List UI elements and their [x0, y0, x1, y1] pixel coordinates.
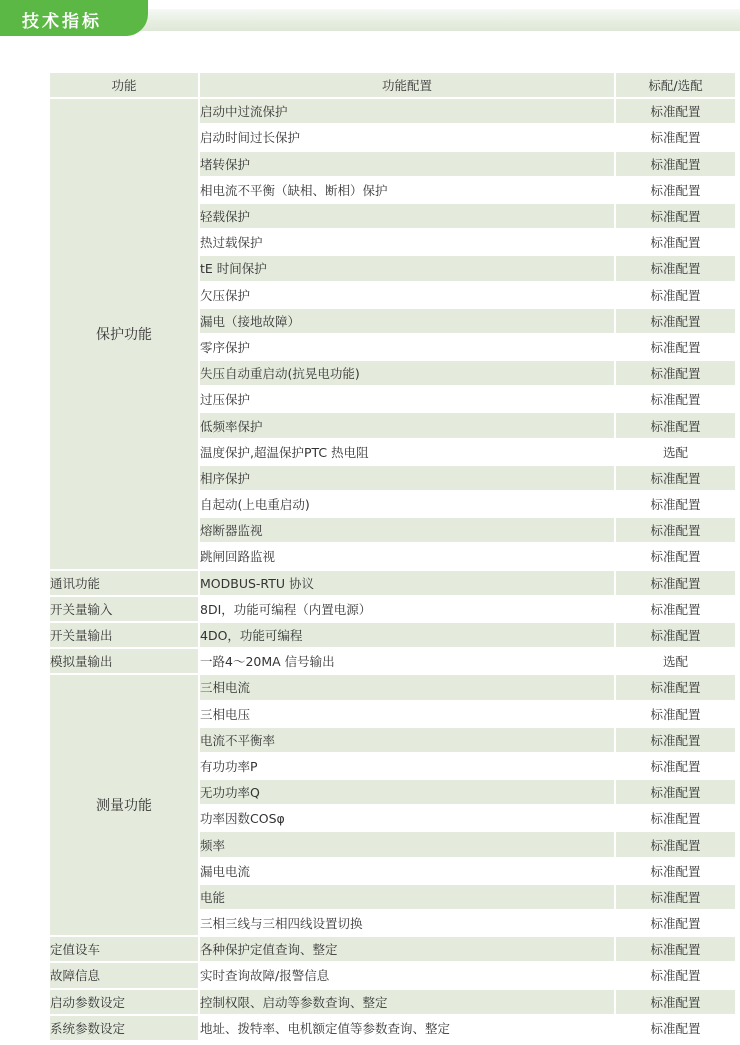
table-row — [50, 571, 735, 595]
option-cell: 标准配置 — [616, 702, 735, 726]
option-cell: 标准配置 — [616, 885, 735, 909]
feature-cell: 漏电电流 — [200, 859, 614, 883]
feature-cell: 零序保护 — [200, 335, 614, 359]
feature-cell: 三相电流 — [200, 675, 614, 699]
feature-cell: 各种保护定值查询、整定 — [200, 937, 614, 961]
table-row — [50, 675, 735, 699]
option-cell: 标准配置 — [616, 675, 735, 699]
feature-cell: 8DI，功能可编程（内置电源） — [200, 597, 614, 621]
option-cell: 标准配置 — [616, 413, 735, 437]
option-cell: 标准配置 — [616, 990, 735, 1014]
feature-cell: 电流不平衡率 — [200, 728, 614, 752]
category-cell: 模拟量输出 — [50, 649, 198, 673]
table-row — [50, 597, 735, 621]
category-cell: 测量功能 — [50, 675, 198, 935]
option-cell: 标准配置 — [616, 571, 735, 595]
table-row — [50, 99, 735, 123]
table-row — [50, 990, 735, 1014]
feature-cell: 启动中过流保护 — [200, 99, 614, 123]
option-cell: 标准配置 — [616, 859, 735, 883]
option-cell: 标准配置 — [616, 728, 735, 752]
section-title: 技术指标 — [22, 12, 102, 32]
feature-cell: 功率因数COSφ — [200, 806, 614, 830]
option-cell: 标准配置 — [616, 361, 735, 385]
feature-cell: 启动时间过长保护 — [200, 125, 614, 149]
column-header-configuration: 功能配置 — [200, 73, 614, 97]
feature-cell: 相序保护 — [200, 466, 614, 490]
table-row — [50, 1016, 735, 1040]
feature-cell: 轻载保护 — [200, 204, 614, 228]
table-row — [50, 937, 735, 961]
feature-cell: 地址、拨特率、电机额定值等参数查询、整定 — [200, 1016, 614, 1040]
header-stripe — [130, 9, 740, 31]
option-cell: 标准配置 — [616, 544, 735, 568]
option-cell: 标准配置 — [616, 937, 735, 961]
spec-table — [48, 71, 737, 1042]
category-cell: 启动参数设定 — [50, 990, 198, 1014]
column-header-function: 功能 — [50, 73, 198, 97]
feature-cell: 相电流不平衡（缺相、断相）保护 — [200, 178, 614, 202]
option-cell: 标准配置 — [616, 754, 735, 778]
option-cell: 标准配置 — [616, 256, 735, 280]
option-cell: 标准配置 — [616, 230, 735, 254]
table-body — [50, 99, 735, 1040]
section-header — [0, 0, 740, 38]
feature-cell: 4DO，功能可编程 — [200, 623, 614, 647]
option-cell: 标准配置 — [616, 623, 735, 647]
section-title-tab — [0, 0, 148, 36]
option-cell: 标准配置 — [616, 963, 735, 987]
feature-cell: 三相电压 — [200, 702, 614, 726]
feature-cell: 失压自动重启动(抗晃电功能) — [200, 361, 614, 385]
feature-cell: 熔断器监视 — [200, 518, 614, 542]
feature-cell: 低频率保护 — [200, 413, 614, 437]
option-cell: 标准配置 — [616, 597, 735, 621]
category-cell: 故障信息 — [50, 963, 198, 987]
feature-cell: 有功功率P — [200, 754, 614, 778]
option-cell: 标准配置 — [616, 911, 735, 935]
option-cell: 标准配置 — [616, 99, 735, 123]
option-cell: 标准配置 — [616, 518, 735, 542]
feature-cell: tE 时间保护 — [200, 256, 614, 280]
option-cell: 标准配置 — [616, 178, 735, 202]
feature-cell: 温度保护,超温保护PTC 热电阻 — [200, 440, 614, 464]
feature-cell: 欠压保护 — [200, 283, 614, 307]
option-cell: 标准配置 — [616, 1016, 735, 1040]
feature-cell: 频率 — [200, 832, 614, 856]
option-cell: 标准配置 — [616, 125, 735, 149]
feature-cell: 跳闸回路监视 — [200, 544, 614, 568]
option-cell: 标准配置 — [616, 335, 735, 359]
option-cell: 标准配置 — [616, 832, 735, 856]
feature-cell: 堵转保护 — [200, 152, 614, 176]
table-row — [50, 623, 735, 647]
feature-cell: 漏电（接地故障） — [200, 309, 614, 333]
category-cell: 保护功能 — [50, 99, 198, 568]
feature-cell: 控制权限、启动等参数查询、整定 — [200, 990, 614, 1014]
category-cell: 系统参数设定 — [50, 1016, 198, 1040]
feature-cell: 电能 — [200, 885, 614, 909]
category-cell: 通讯功能 — [50, 571, 198, 595]
option-cell: 标准配置 — [616, 204, 735, 228]
option-cell: 标准配置 — [616, 309, 735, 333]
table-row — [50, 963, 735, 987]
table-header-row — [50, 73, 735, 97]
option-cell: 标准配置 — [616, 466, 735, 490]
option-cell: 选配 — [616, 440, 735, 464]
feature-cell: 过压保护 — [200, 387, 614, 411]
feature-cell: 三相三线与三相四线设置切换 — [200, 911, 614, 935]
category-cell: 开关量输出 — [50, 623, 198, 647]
feature-cell: 热过载保护 — [200, 230, 614, 254]
feature-cell: 无功功率Q — [200, 780, 614, 804]
table-row — [50, 649, 735, 673]
category-cell: 开关量输入 — [50, 597, 198, 621]
feature-cell: 实时查询故障/报警信息 — [200, 963, 614, 987]
feature-cell: 自起动(上电重启动) — [200, 492, 614, 516]
option-cell: 标准配置 — [616, 492, 735, 516]
option-cell: 标准配置 — [616, 152, 735, 176]
option-cell: 标准配置 — [616, 283, 735, 307]
category-cell: 定值设车 — [50, 937, 198, 961]
option-cell: 标准配置 — [616, 387, 735, 411]
option-cell: 标准配置 — [616, 780, 735, 804]
column-header-option: 标配/选配 — [616, 73, 735, 97]
feature-cell: MODBUS-RTU 协议 — [200, 571, 614, 595]
option-cell: 标准配置 — [616, 806, 735, 830]
feature-cell: 一路4～20MA 信号输出 — [200, 649, 614, 673]
option-cell: 选配 — [616, 649, 735, 673]
